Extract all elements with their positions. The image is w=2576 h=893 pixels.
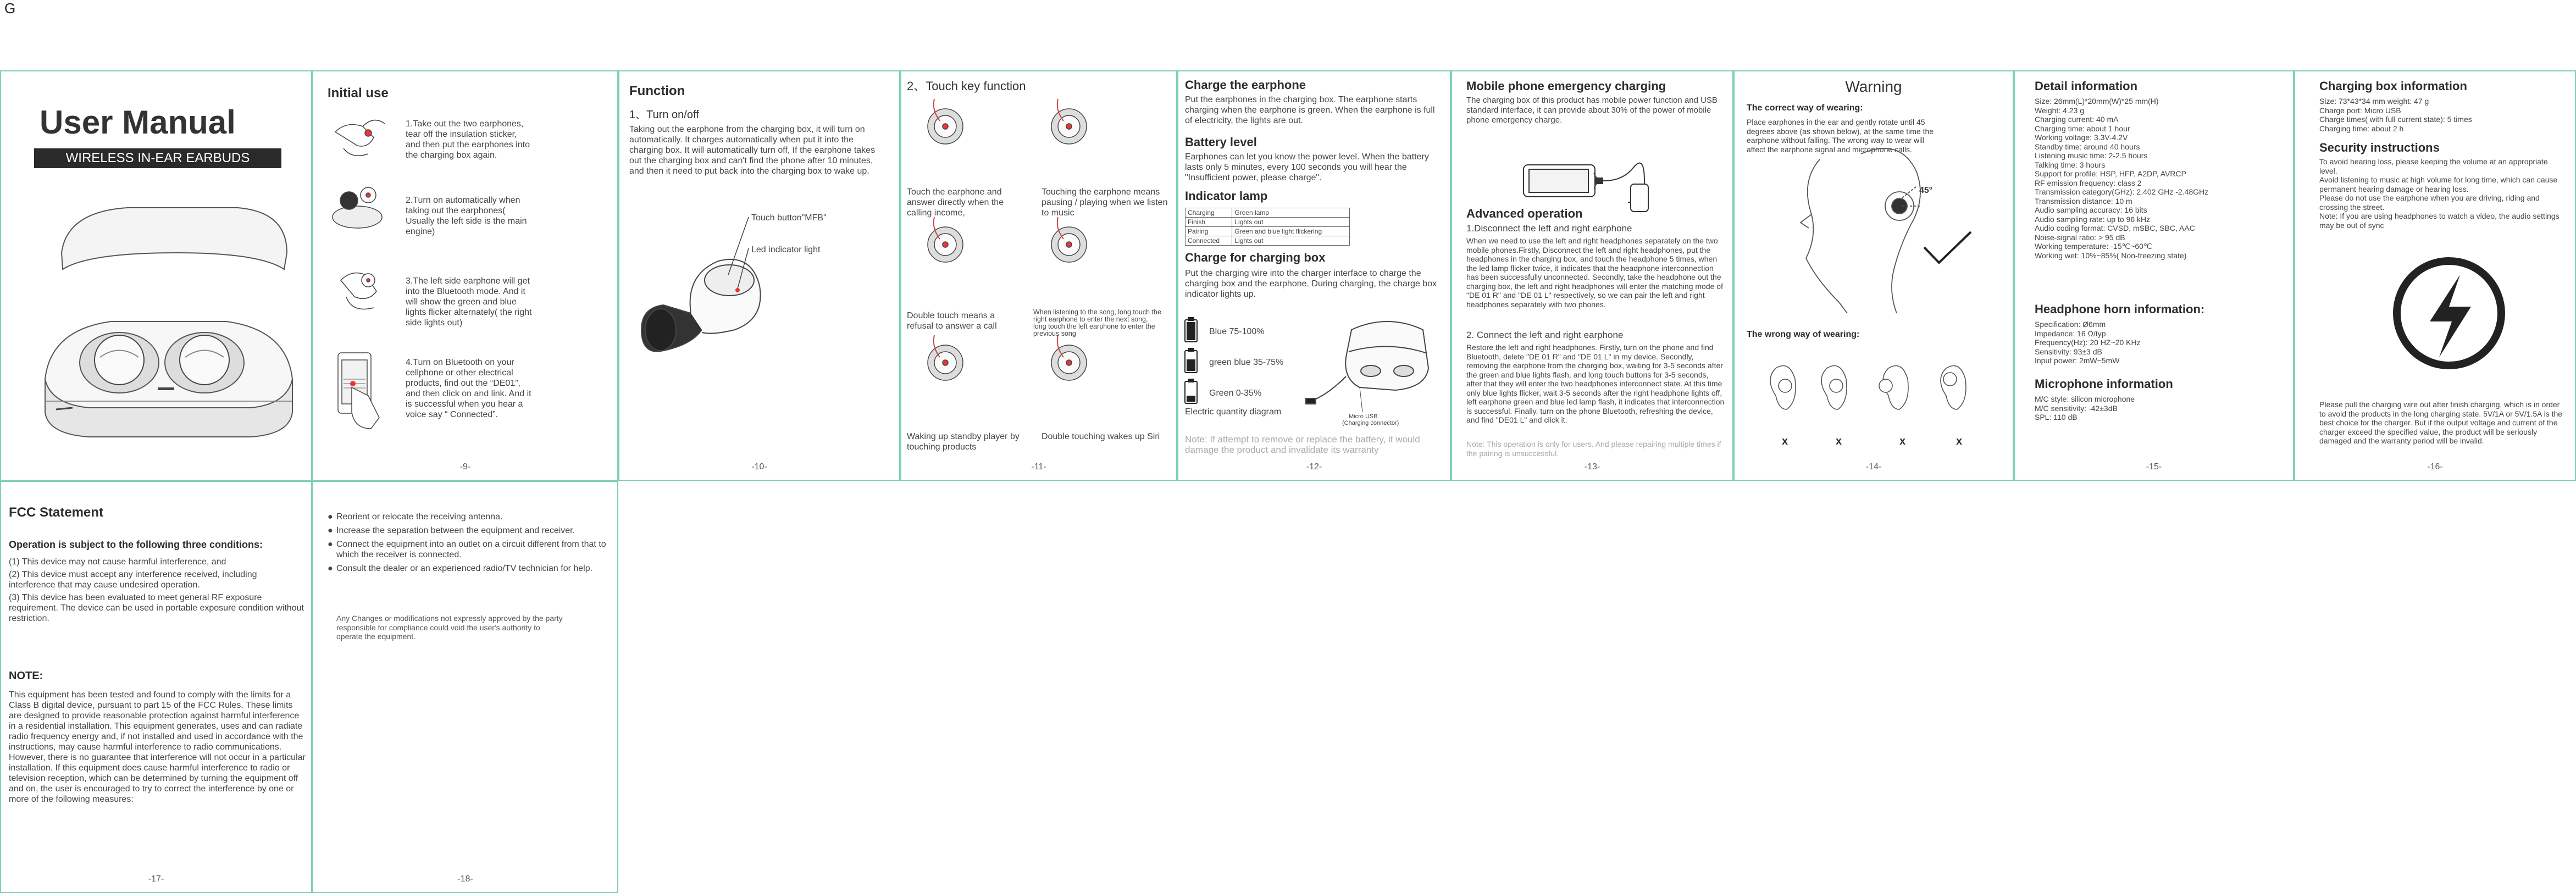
detail-item: Charging time: about 1 hour	[2035, 124, 2130, 133]
measures-list	[328, 512, 611, 577]
box-info-heading: Charging box information	[2319, 79, 2467, 93]
horn-list	[2035, 320, 2287, 365]
measure-text: Consult the dealer or an experienced radio/TV technician for help.	[336, 564, 593, 573]
correct-wearing-heading: The correct way of wearing:	[1747, 103, 1863, 113]
detail-item: Support for profile: HSP, HFP, A2DP, AVRCP	[2035, 169, 2186, 178]
touch-illustration-1	[928, 99, 963, 144]
page-number: -14-	[1865, 462, 1882, 472]
led-light-label: Led indicator light	[751, 245, 821, 254]
mic-list	[2035, 395, 2287, 422]
fcc-note-heading: NOTE:	[9, 670, 43, 682]
detail-item: Talking time: 3 hours	[2035, 160, 2106, 169]
modification-note: Any Changes or modifications not expressly approved by the party responsible for compliance could void the user's authority to operate the equipment.	[336, 614, 563, 641]
bullet-icon: ●	[328, 540, 333, 549]
touch-key-heading: 2、Touch key function	[907, 79, 1026, 93]
detail-item: Audio sampling rate: up to 96 kHz	[2035, 214, 2151, 224]
fcc-heading: FCC Statement	[9, 505, 104, 520]
measure-text: Reorient or relocate the receiving antenna.	[336, 512, 503, 522]
detail-item: Listening music time: 2-2.5 hours	[2035, 151, 2148, 160]
warranty-note: Note: If attempt to remove or replace the battery, it would damage the product and invalidate its warranty	[1185, 434, 1420, 455]
panel-advanced	[1451, 70, 1733, 481]
fcc-conditions	[9, 557, 306, 624]
indicator-lamp-heading: Indicator lamp	[1185, 189, 1268, 203]
manual-subtitle: WIRELESS IN-EAR EARBUDS	[34, 148, 281, 168]
battery-level-text: Earphones can let you know the power level. When the battery lasts only 5 minutes, every 100 seconds you will hear the "Insufficient power, please charge".	[1185, 152, 1429, 182]
horn-item: Impedance: 16 Ω/typ	[2035, 329, 2106, 338]
table-cell: Lights out	[1232, 236, 1350, 246]
panel-warning	[1733, 70, 2014, 481]
touch-item-2: Touching the earphone means pausing / playing when we listen to music	[1042, 187, 1168, 218]
panel-charging	[1177, 70, 1451, 481]
fcc-condition: (1) This device may not cause harmful interference, and	[9, 557, 226, 567]
touch-item-1: Touch the earphone and answer directly when the calling income,	[907, 187, 1004, 218]
page-number: -13-	[1584, 462, 1600, 472]
touch-key-illustrations	[901, 71, 1177, 481]
turn-on-off-text: Taking out the earphone from the charging box, it will turn on automatically. It charges automatically when put it into the charging box. It will automatically turn off, If the earphone takes out the charging box and can't find the phone after 10 minutes, and then it need to put back into the charging box to wake up.	[629, 125, 876, 176]
security-item: Please do not use the earphone when you are driving, riding and crossing the street.	[2319, 193, 2540, 212]
detail-item: Working wet: 10%~85%( Non-freezing state)	[2035, 251, 2187, 260]
detail-item: Transmission category(GHz): 2.402 GHz -2.48GHz	[2035, 187, 2209, 196]
x-mark: x	[1899, 435, 1906, 447]
correct-wearing-text: Place earphones in the ear and gently rotate until 45 degrees above (as shown below), at the same time the earphone without falling. The wrong way to wear will affect the earphone signal and microphone calls.	[1747, 118, 1934, 154]
panel-touch-key	[900, 70, 1177, 481]
charge-earphone-text: Put the earphones in the charging box. The earphone starts charging when the earphone is green. When the earphone is full of electricity, the lights are out.	[1185, 95, 1435, 125]
battery-level-heading: Battery level	[1185, 135, 1257, 149]
measure-text: Increase the separation between the equipment and receiver.	[336, 526, 575, 535]
corner-label: G	[4, 0, 16, 16]
table-cell: Finish	[1185, 218, 1232, 227]
panel-detail-info	[2014, 70, 2294, 481]
detail-item: Weight: 4.23 g	[2035, 106, 2085, 115]
bullet-icon: ●	[328, 512, 333, 522]
panel-initial-use	[312, 70, 618, 481]
detail-item: Audio sampling accuracy: 16 bits	[2035, 206, 2147, 214]
panel-security	[2294, 70, 2576, 481]
security-heading: Security instructions	[2319, 141, 2440, 154]
wrong-wearing-heading: The wrong way of wearing:	[1747, 330, 1860, 339]
initial-step-3: 3.The left side earphone will get into the Bluetooth mode. And it will show the green and blue lights flicker alternately( the right side lights out)	[406, 276, 532, 328]
bullet-icon: ●	[328, 564, 333, 573]
detail-heading: Detail information	[2035, 79, 2138, 93]
detail-item: Standby time: around 40 hours	[2035, 142, 2140, 151]
table-cell: Green lamp	[1232, 208, 1350, 218]
page-number: -17-	[148, 874, 164, 884]
detail-item: Working temperature: -15℃~60℃	[2035, 242, 2152, 251]
bullet-icon: ●	[328, 526, 333, 535]
measure-text: Connect the equipment into an outlet on a circuit different from that to which the receiver is connected.	[336, 540, 606, 559]
charger-note: Please pull the charging wire out after finish charging, which is in order to avoid the products in the long charging state. 5V/1A or 5V/1.5A is the best choice for the charger. But if the output voltage and current of the charger exceed the specified value, the product will be seriously damaged and the warranty period will be invalid.	[2319, 400, 2563, 445]
battery-level-3: Green 0-35%	[1209, 389, 1262, 398]
mic-item: M/C sensitivity: -42±3dB	[2035, 403, 2118, 413]
disconnect-heading: 1.Disconnect the left and right earphone	[1466, 223, 1632, 234]
touch-item-5: Waking up standby player by touching products	[907, 432, 1020, 452]
mic-heading: Microphone information	[2035, 377, 2173, 391]
wearing-diagram	[1735, 71, 2014, 481]
horn-heading: Headphone horn information:	[2035, 302, 2205, 316]
page-number: -11-	[1031, 462, 1046, 472]
table-cell: Green and blue light flickering	[1232, 227, 1350, 236]
connect-text: Restore the left and right headphones. Firstly, turn on the phone and find Bluetooth, delete "DE 01 R" and "DE 01 L" in my device. Secondly, removing the earphone from the charging box, waiting for 3-5 seconds after the green and blue lights flash, and long touch buttons for 3-5 seconds, after that they will enter the two headphones interconnect state. At this time only blue lights flicker, wait 3-5 seconds after the right headphone lights off, left earphone green and blue led lamp flash, it indicates that interconnection is successful. Finally, turn on the phone Bluetooth, refreshing the device, and find "DE01 L" and click it.	[1466, 343, 1725, 424]
detail-item: Noise-signal ratio: > 95 dB	[2035, 232, 2125, 242]
pairing-note: Note: This operation is only for users. And please repairing multiple times if the pairing is unsuccessful.	[1466, 440, 1721, 458]
page-number: -18-	[457, 874, 473, 884]
initial-step-1: 1.Take out the two earphones, tear off the insulation sticker, and then put the earphones into the charging box again.	[406, 119, 530, 160]
electric-quantity-label: Electric quantity diagram	[1185, 407, 1282, 417]
charge-box-heading: Charge for charging box	[1185, 251, 1326, 264]
table-cell: Lights out	[1232, 218, 1350, 227]
page-number: -10-	[751, 462, 767, 472]
detail-list	[2035, 97, 2287, 260]
detail-item: RF emission frequency: class 2	[2035, 178, 2142, 187]
initial-use-heading: Initial use	[328, 86, 389, 101]
detail-item: Charging current: 40 mA	[2035, 115, 2119, 124]
page-number: -16-	[2427, 462, 2443, 472]
manual-title: User Manual	[40, 104, 236, 141]
connect-heading: 2. Connect the left and right earphone	[1466, 330, 1624, 340]
charge-earphone-heading: Charge the earphone	[1185, 78, 1306, 92]
horn-item: Sensitivity: 93±3 dB	[2035, 347, 2102, 356]
box-info-item: Charge times( with full current state): 5 times	[2319, 115, 2472, 124]
touch-item-6: Double touching wakes up Siri	[1042, 432, 1160, 441]
detail-item: Transmission distance: 10 m	[2035, 196, 2132, 206]
security-item: Avoid listening to music at high volume for long time, which can cause permanent hearing damage or hearing loss.	[2319, 175, 2558, 193]
page-number: -15-	[2146, 462, 2162, 472]
detail-item: Size: 26mm(L)*20mm(W)*25 mm(H)	[2035, 97, 2159, 106]
function-heading: Function	[629, 84, 685, 98]
measure-item	[328, 525, 611, 536]
usb-label: Micro USB	[1349, 413, 1378, 420]
box-info-item: Size: 73*43*34 mm weight: 47 g	[2319, 97, 2429, 106]
page-number: -12-	[1306, 462, 1322, 472]
x-mark: x	[1836, 435, 1842, 447]
warning-heading: Warning	[1845, 78, 1902, 95]
x-mark: x	[1782, 435, 1788, 447]
initial-step-2: 2.Turn on automatically when taking out the earphones( Usually the left side is the main engine)	[406, 196, 527, 236]
fcc-note-text: This equipment has been tested and found to comply with the limits for a Class B digital device, pursuant to part 15 of the FCC Rules. These limits are designed to provide reasonable protection against harmful interference in a residential installation. This equipment generates, uses and can radiate radio frequency energy and, if not installed and used in accordance with the instructions, may cause harmful interference to radio communications. However, there is no guarantee that interference will not occur in a particular installation. If this equipment does cause harmful interference to radio or television reception, which can be determined by turning the equipment off and on, the user is encouraged to try to correct the interference by one or more of the following measures:	[9, 690, 306, 804]
turn-on-off-heading: 1、Turn on/off	[629, 109, 699, 121]
measure-item	[328, 539, 611, 560]
touch-illustration-2	[1051, 99, 1087, 144]
security-item: To avoid hearing loss, please keeping the volume at an appropriate level.	[2319, 157, 2548, 175]
initial-step-4: 4.Turn on Bluetooth on your cellphone or other electrical products, find out the “DE01”, and then click on and link. And it is successful when you hear a voice say “ Connected”.	[406, 358, 531, 419]
mic-item: SPL: 110 dB	[2035, 413, 2078, 421]
page-number: -9-	[459, 462, 471, 472]
horn-item: Frequency(Hz): 20 HZ~20 KHz	[2035, 338, 2141, 347]
charge-box-text: Put the charging wire into the charger interface to charge the charging box and the earphone. During charging, the charge box indicator lights up.	[1185, 269, 1437, 299]
usb-label-2: (Charging connector)	[1342, 420, 1399, 426]
measure-item	[328, 563, 611, 574]
battery-level-1: Blue 75-100%	[1209, 327, 1265, 336]
security-item: Note: If you are using headphones to watch a video, the audio settings may be out of sync	[2319, 212, 2560, 230]
touch-item-3: Double touch means a refusal to answer a call	[907, 311, 997, 331]
box-info-item: Charge port: Micro USB	[2319, 106, 2401, 115]
fcc-condition: (3) This device has been evaluated to meet general RF exposure requirement. The device can be used in portable exposure condition without restriction.	[9, 593, 304, 623]
detail-item: Working voltage: 3.3V-4.2V	[2035, 133, 2128, 142]
earphone-diagram	[619, 71, 900, 481]
horn-item: Specification: Ø6mm	[2035, 320, 2106, 329]
touch-illustration-4	[1051, 217, 1087, 262]
panel-function	[618, 70, 900, 481]
fcc-condition: (2) This device must accept any interference received, including interference that may cause undesired operation.	[9, 570, 257, 590]
mobile-charging-text: The charging box of this product has mobile power function and USB standard interface, it can provide about 30% of the power of mobile phone emergency charge.	[1466, 96, 1718, 125]
table-cell: Connected	[1185, 236, 1232, 246]
measure-item	[328, 512, 611, 522]
touch-item-4: When listening to the song, long touch the right earphone to enter the next song, long touch the left earphone to enter the previous song	[1033, 308, 1161, 337]
touch-illustration-5	[928, 335, 963, 380]
earbuds-case-illustration	[1, 71, 312, 481]
angle-label: 45°	[1919, 186, 1933, 195]
battery-level-icons	[1178, 71, 1451, 481]
fcc-subheading: Operation is subject to the following three conditions:	[9, 539, 263, 550]
mobile-charging-heading: Mobile phone emergency charging	[1466, 79, 1666, 93]
box-info-item: Charging time: about 2 h	[2319, 124, 2404, 133]
advanced-heading: Advanced operation	[1466, 207, 1583, 220]
detail-item: Audio coding format: CVSD, mSBC, SBC, AAC	[2035, 224, 2195, 232]
table-cell: Charging	[1185, 208, 1232, 218]
touch-button-label: Touch button"MFB"	[751, 213, 827, 223]
touch-illustration-3	[928, 217, 963, 262]
mic-item: M/C style: silicon microphone	[2035, 395, 2135, 403]
battery-level-2: green blue 35-75%	[1209, 358, 1284, 367]
panel-fcc	[0, 481, 312, 893]
touch-illustration-6	[1051, 335, 1087, 380]
horn-item: Input power: 2mW~5mW	[2035, 356, 2120, 365]
disconnect-text: When we need to use the left and right headphones separately on the two mobile phones.Firstly, Disconnect the left and right headphones, put the headphones in the charging box, and touch the headphone 5 times, when the led lamp flicker twice, it indicates that the headphone interconnection has been successfully unconnected. Secondly, take the headphone out the charging box, the left and right headphones will enter the matching mode of "DE 01 R" and "DE 01 L" respectively, so we can pair the left and right headphones separately with two phones.	[1466, 236, 1723, 309]
panel-fcc-measures	[312, 481, 618, 893]
table-cell: Pairing	[1185, 227, 1232, 236]
x-mark: x	[1956, 435, 1963, 447]
panel-cover	[0, 70, 312, 481]
